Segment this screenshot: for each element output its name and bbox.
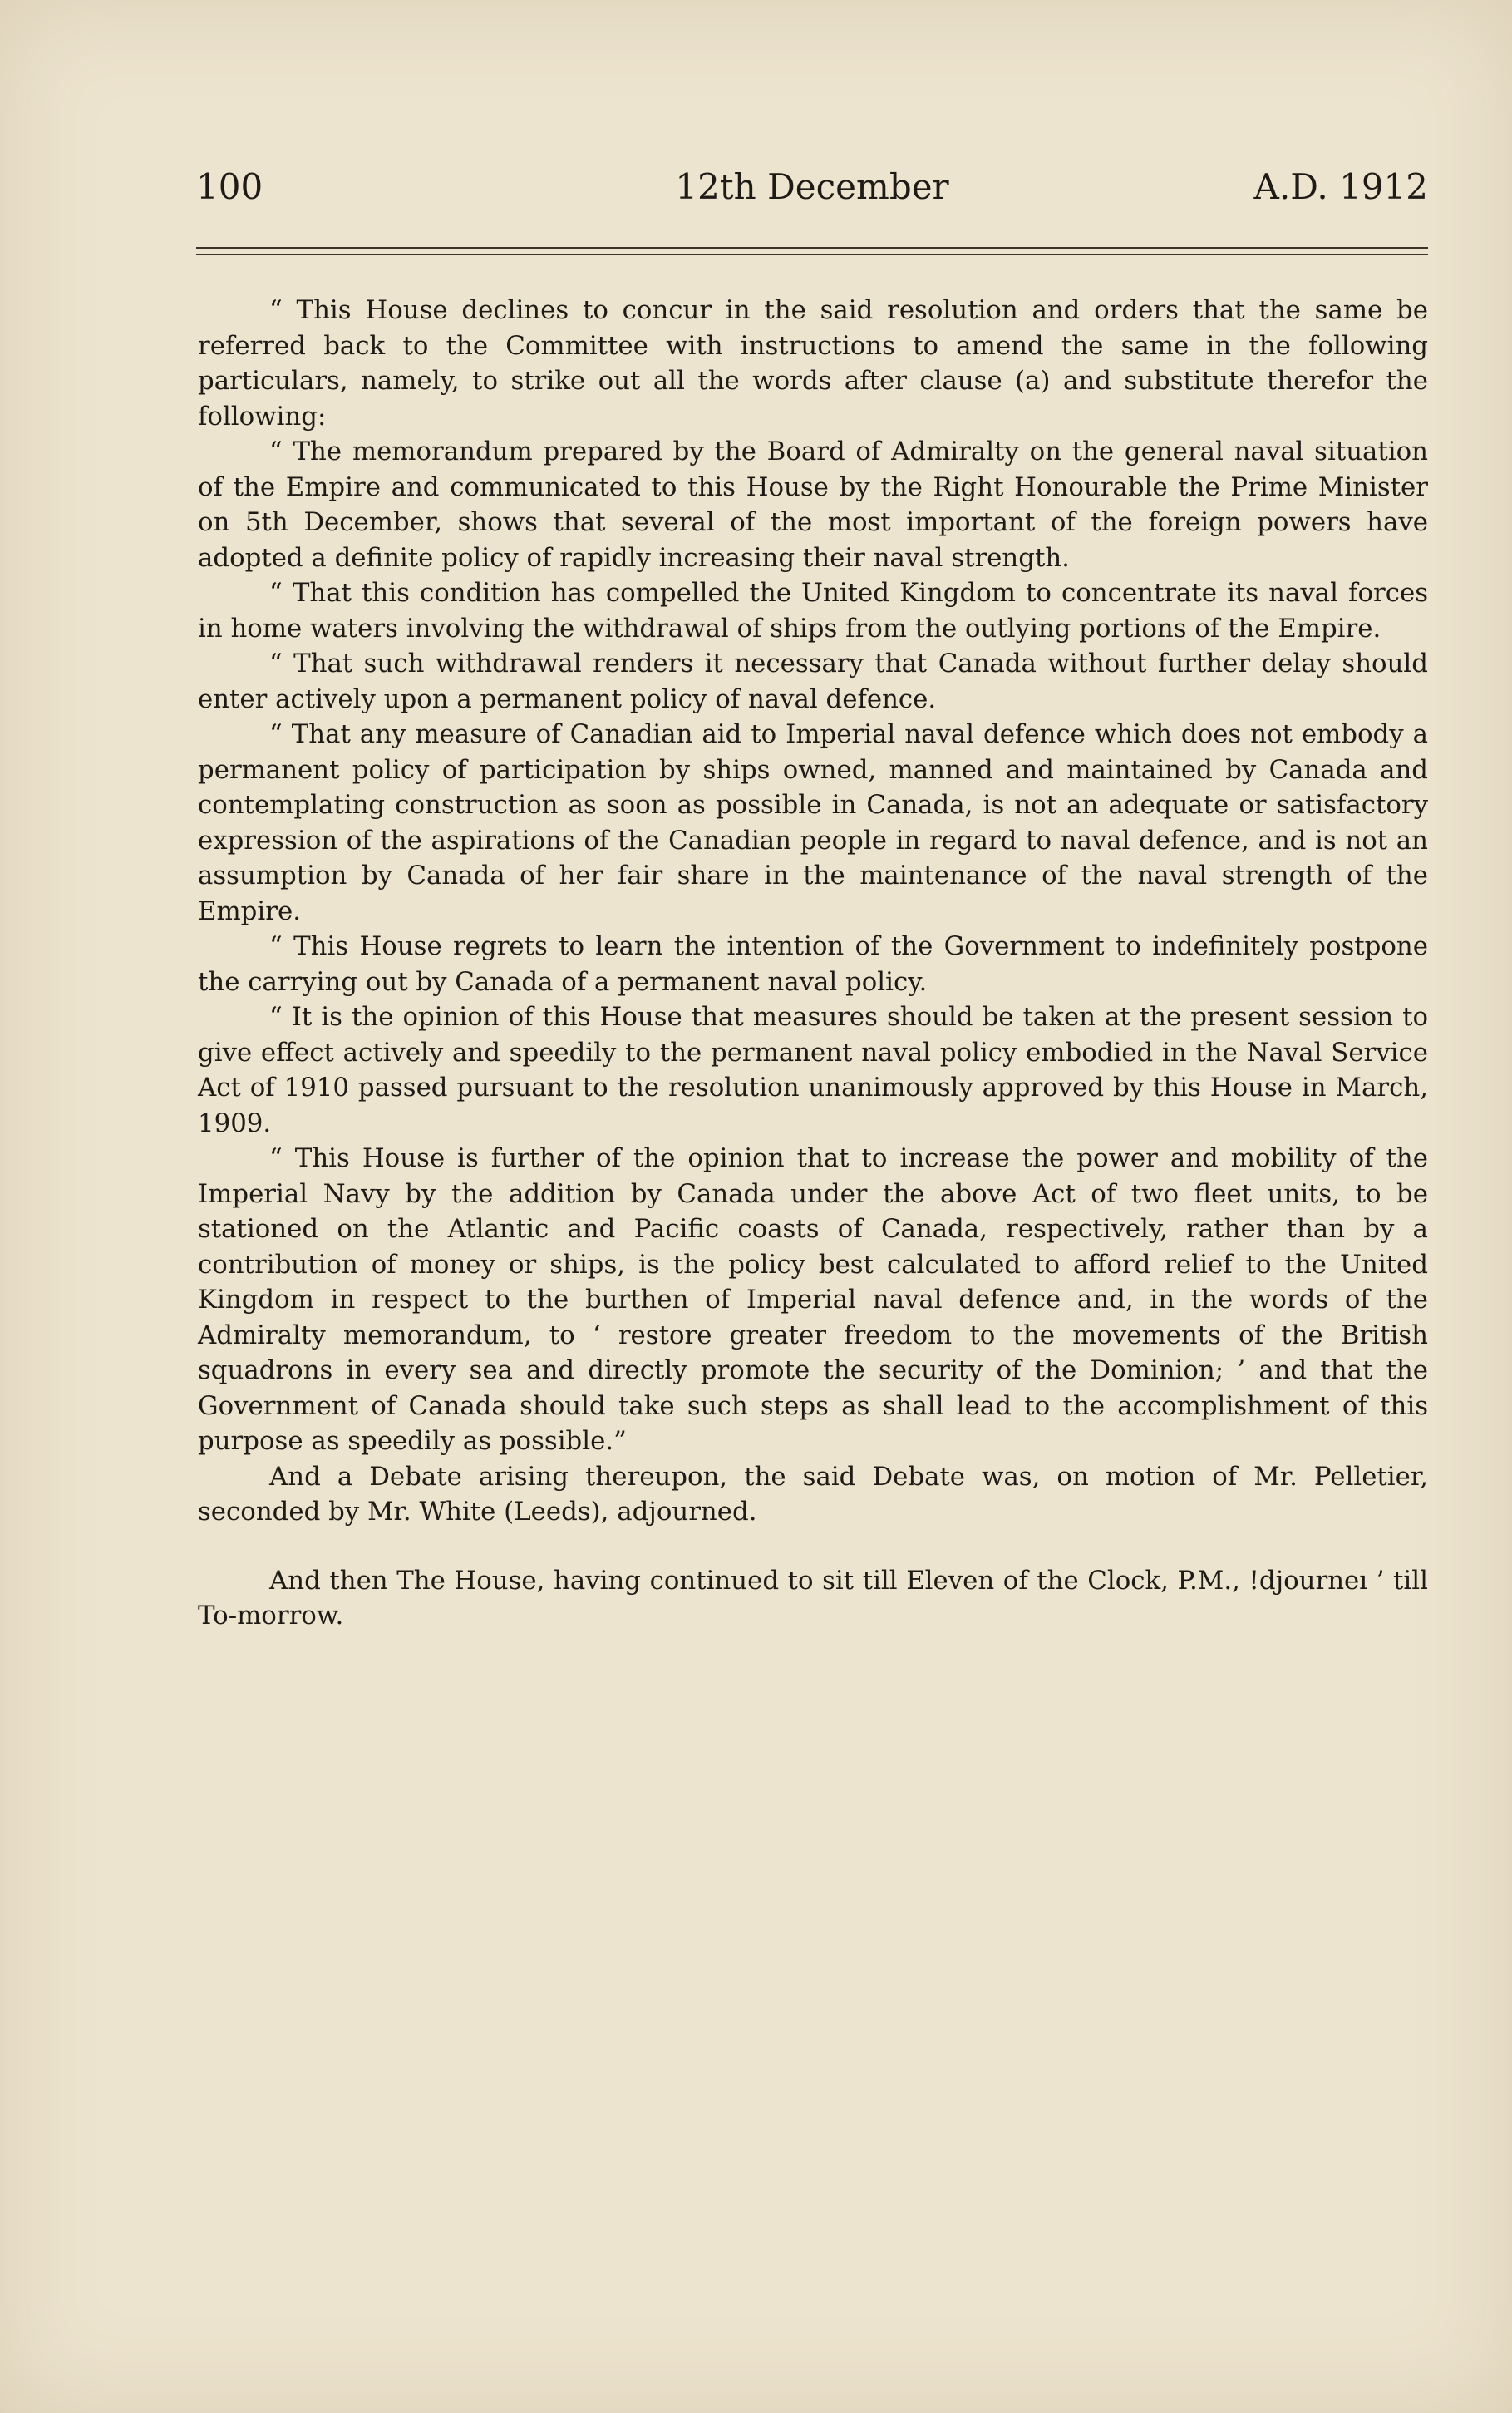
resolution-paragraph-canadian-aid: “ That any measure of Canadian aid to Imperial naval defence which does not embody a permanent policy of participation by ships owned, manned and maintained by Canada and contemplating construction as soon as possible in Canada, is not an adequate or satisfactory expression of the aspirations of the Canadian people in regard to naval defence, and is not an assumption by Canada of her fair share in the maintenance of the naval strength of the Empire. bbox=[198, 719, 1428, 926]
page-header bbox=[196, 166, 1428, 216]
resolution-paragraph-withdrawal: “ That such withdrawal renders it necessary that Canada without further delay should enter actively upon a permanent policy of naval defence. bbox=[198, 649, 1428, 714]
resolution-paragraph-opinion: “ It is the opinion of this House that measures should be taken at the present session to give effect actively and speedily to the permanent naval policy embodied in the Naval Service Act of 1910 passed pursuant to the resolution unanimously approved by this House in March, 1909. bbox=[198, 1002, 1428, 1138]
resolution-paragraph-intro: “ This House declines to concur in the said resolution and orders that the same be referred back to the Committee with instructions to amend the same in the following particulars, namely, to strike out all the words after clause (a) and substitute therefor the following: bbox=[198, 295, 1428, 432]
resolution-paragraph-concentrate: “ That this condition has compelled the United Kingdom to concentrate its naval forces in home waters involving the withdrawal of ships from the outlying portions of the Empire. bbox=[198, 578, 1428, 644]
header-rule-bottom bbox=[196, 254, 1428, 255]
closing-paragraph: And then The House, having continued to sit till Eleven of the Clock, P.M., !djourneı ’ till To-morrow. bbox=[198, 1565, 1428, 1631]
header-double-rule bbox=[196, 245, 1428, 262]
header-date: 12th December bbox=[675, 166, 949, 207]
resolution-paragraph-memorandum: “ The memorandum prepared by the Board of Admiralty on the general naval situation of the Empire and communicated to this House by the Right Honourable the Prime Minister on 5th December, shows that several of the most important of the foreign powers have adopted a definite policy of rapidly increasing their naval strength. bbox=[198, 437, 1428, 573]
header-rule-top bbox=[196, 247, 1428, 249]
resolution-paragraph-fleet-units: “ This House is further of the opinion that to increase the power and mobility of the Imperial Navy by the addition by Canada under the above Act of two fleet units, to be stationed on the Atlantic and Pacific coasts of Canada, respectively, rather than by a contribution of money or ships, is the policy best calculated to afford relief to the United Kingdom in respect to the burthen of Imperial naval defence and, in the words of the Admiralty memorandum, to ‘ restore greater freedom to the movements of the British squadrons in every sea and directly promote the security of the Dominion; ’ and that the Government of Canada should take such steps as shall lead to the accomplishment of this purpose as speedily as possible.” bbox=[198, 1143, 1428, 1456]
debate-paragraph: And a Debate arising thereupon, the said Debate was, on motion of Mr. Pelletier, seconded by Mr. White (Leeds), adjourned. bbox=[198, 1461, 1428, 1527]
header-year: A.D. 1912 bbox=[1253, 166, 1428, 207]
page-number: 100 bbox=[196, 166, 263, 207]
resolution-paragraph-regrets: “ This House regrets to learn the intention of the Government to indefinitely postpone the carrying out by Canada of a permanent naval policy. bbox=[198, 931, 1428, 997]
document-body bbox=[198, 293, 1428, 1634]
